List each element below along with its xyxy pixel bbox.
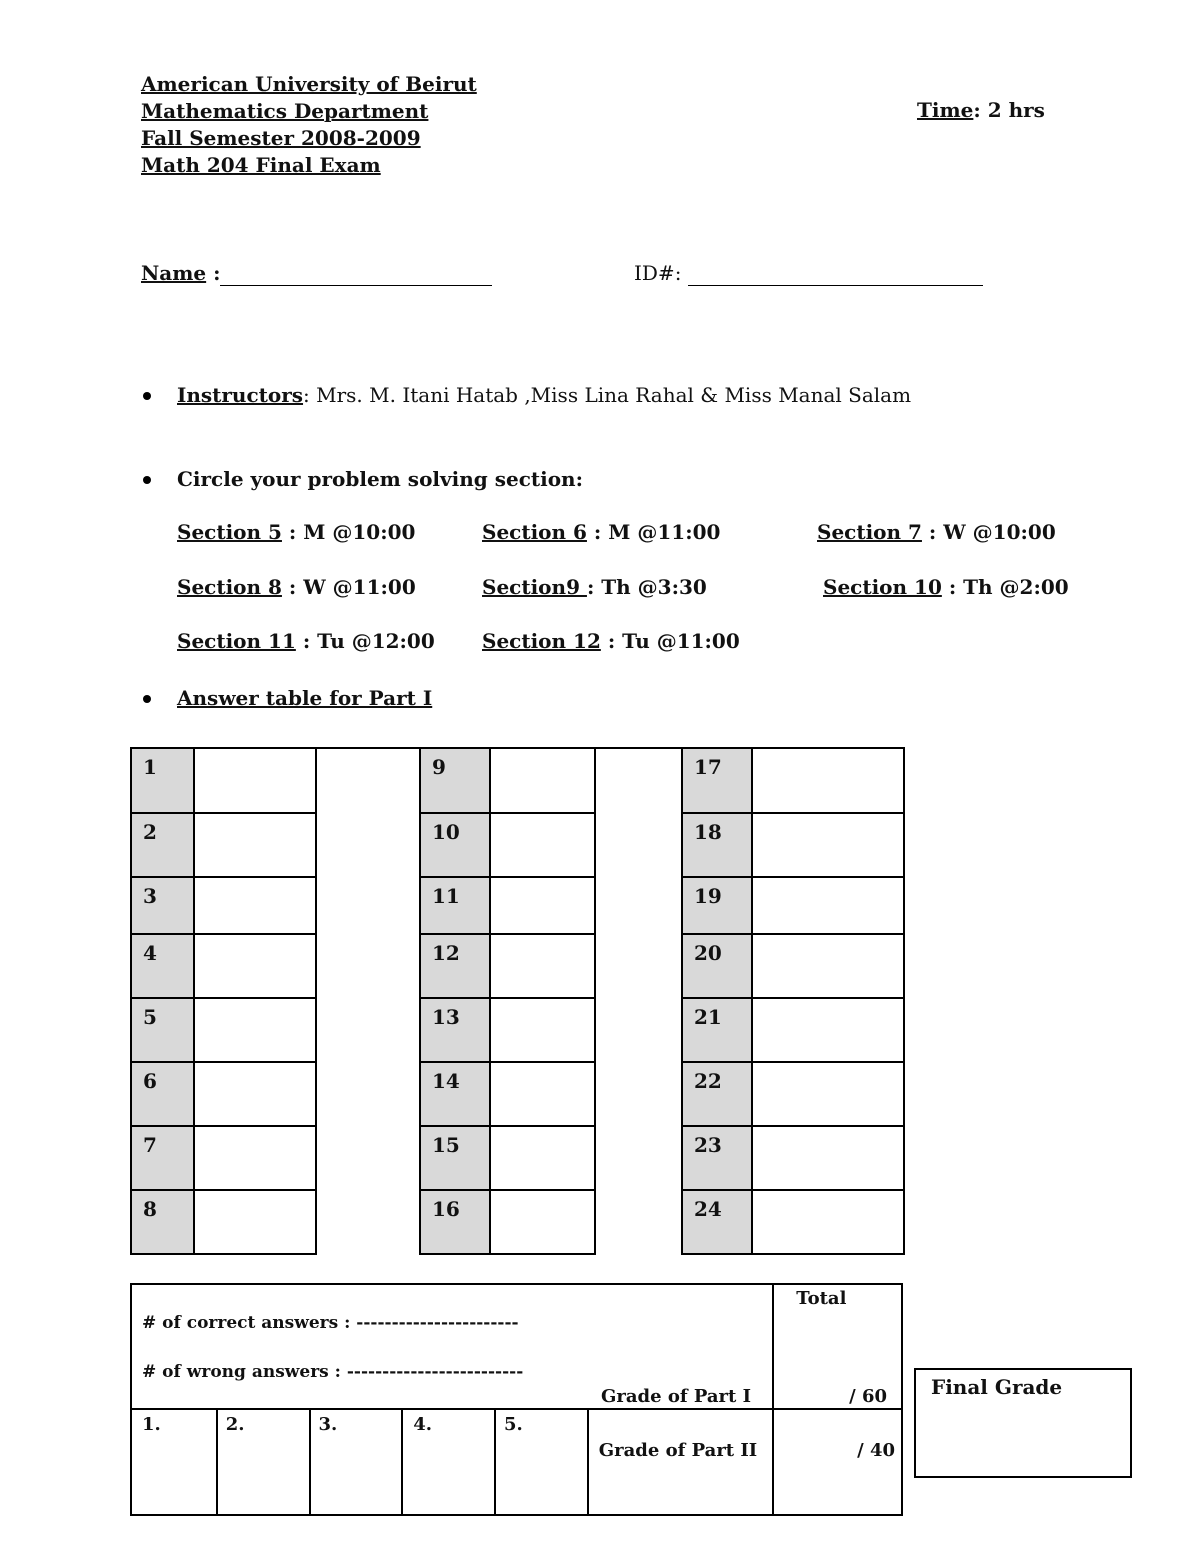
section-option[interactable] [177,575,416,599]
exam-header [141,71,477,179]
question-number: 16 [420,1190,490,1254]
semester: Fall Semester 2008-2009 [141,126,421,150]
question-number: 2 [131,813,194,877]
id-label: ID#: [634,261,682,285]
section-time: : M @10:00 [281,520,416,544]
part1-summary-cell [131,1284,773,1409]
section-time: : W @11:00 [281,575,416,599]
problem-number: 4. [413,1414,433,1435]
question-number: 20 [682,934,752,998]
section-option[interactable] [177,629,435,653]
answer-cell[interactable] [752,813,904,877]
answer-cell[interactable] [194,1062,316,1126]
answer-cell[interactable] [490,934,595,998]
answer-cell[interactable] [490,998,595,1062]
answer-cell[interactable] [752,877,904,934]
question-number: 13 [420,998,490,1062]
question-number: 12 [420,934,490,998]
question-number: 1 [131,748,194,813]
section-option[interactable] [823,575,1069,599]
section-label: Section9 [482,575,587,599]
section-time: : W @10:00 [921,520,1056,544]
problem-score-cell[interactable] [310,1409,403,1515]
problem-number: 1. [142,1414,161,1435]
question-number: 10 [420,813,490,877]
answer-cell[interactable] [752,1126,904,1190]
problem-score-cell[interactable] [217,1409,310,1515]
instructors-value: : Mrs. M. Itani Hatab ,Miss Lina Rahal & Miss Manal Salam [303,383,912,407]
grading-table [130,1283,903,1516]
answer-cell[interactable] [752,998,904,1062]
answer-cell[interactable] [194,934,316,998]
answer-table [130,747,905,1255]
question-number: 14 [420,1062,490,1126]
answer-cell[interactable] [194,877,316,934]
section-option[interactable] [482,575,707,599]
question-number: 4 [131,934,194,998]
question-number: 23 [682,1126,752,1190]
question-number: 3 [131,877,194,934]
answer-cell[interactable] [490,1062,595,1126]
question-number: 7 [131,1126,194,1190]
answer-cell[interactable] [490,813,595,877]
part1-total-cell[interactable] [773,1284,902,1409]
answer-cell[interactable] [194,1126,316,1190]
wrong-answers-label: # of wrong answers : ------------------------- [142,1362,524,1382]
part2-label-cell [588,1409,774,1515]
problem-score-cell[interactable] [495,1409,588,1515]
name-label: Name [141,261,207,285]
section-label: Section 7 [817,520,922,544]
exam-title: Math 204 Final Exam [141,153,381,177]
bullet-icon [143,476,151,484]
sections-heading: Circle your problem solving section: [177,467,583,491]
question-number: 11 [420,877,490,934]
answer-cell[interactable] [752,1190,904,1254]
part2-max: / 40 [857,1440,895,1461]
grade-part1-label: Grade of Part I [601,1386,752,1407]
problem-score-cell[interactable] [402,1409,495,1515]
part1-max: / 60 [849,1386,887,1407]
question-number: 9 [420,748,490,813]
question-number: 19 [682,877,752,934]
total-label: Total [796,1288,847,1309]
section-time: : Th @3:30 [586,575,707,599]
section-option[interactable] [817,520,1056,544]
answer-cell[interactable] [490,748,595,813]
name-separator: : [206,261,221,285]
bullet-icon [143,695,151,703]
final-grade-box[interactable] [914,1368,1132,1478]
problem-score-cell[interactable] [131,1409,217,1515]
answer-cell[interactable] [490,1190,595,1254]
grade-part2-label: Grade of Part II [598,1440,758,1461]
column-spacer [316,748,420,1254]
question-number: 8 [131,1190,194,1254]
answer-cell[interactable] [194,998,316,1062]
bullet-icon [143,392,151,400]
university-name: American University of Beirut [141,72,477,96]
name-label-row [141,261,221,285]
question-number: 5 [131,998,194,1062]
problem-number: 3. [318,1414,338,1435]
section-time: : Tu @11:00 [600,629,740,653]
name-field[interactable] [220,285,492,286]
question-number: 15 [420,1126,490,1190]
section-option[interactable] [482,520,720,544]
section-label: Section 11 [177,629,296,653]
section-time: : M @11:00 [586,520,721,544]
answer-cell[interactable] [194,813,316,877]
answer-cell[interactable] [194,1190,316,1254]
final-grade-label: Final Grade [931,1375,1063,1399]
question-number: 24 [682,1190,752,1254]
answer-cell[interactable] [752,1062,904,1126]
column-spacer [595,748,682,1254]
section-label: Section 8 [177,575,282,599]
section-option[interactable] [482,629,740,653]
answer-cell[interactable] [490,877,595,934]
section-label: Section 12 [482,629,601,653]
section-label: Section 6 [482,520,587,544]
instructors-label: Instructors [177,383,304,407]
part2-total-cell[interactable] [773,1409,902,1515]
problem-number: 5. [504,1414,523,1435]
answer-table-heading: Answer table for Part I [177,686,433,710]
question-number: 18 [682,813,752,877]
answer-cell[interactable] [490,1126,595,1190]
department-name: Mathematics Department [141,99,429,123]
id-field[interactable] [688,285,983,286]
section-time: : Th @2:00 [941,575,1069,599]
question-number: 21 [682,998,752,1062]
question-number: 6 [131,1062,194,1126]
section-time: : Tu @12:00 [295,629,435,653]
answer-cell[interactable] [194,748,316,813]
time-value: : 2 hrs [973,98,1045,122]
answer-cell[interactable] [752,934,904,998]
question-number: 17 [682,748,752,813]
question-number: 22 [682,1062,752,1126]
instructors-line [177,383,911,407]
problem-number: 2. [225,1414,245,1435]
time-info [917,98,1045,122]
correct-answers-label: # of correct answers : ----------------------- [142,1313,519,1333]
time-label: Time [917,98,974,122]
section-label: Section 10 [823,575,942,599]
section-label: Section 5 [177,520,282,544]
section-option[interactable] [177,520,415,544]
answer-cell[interactable] [752,748,904,813]
